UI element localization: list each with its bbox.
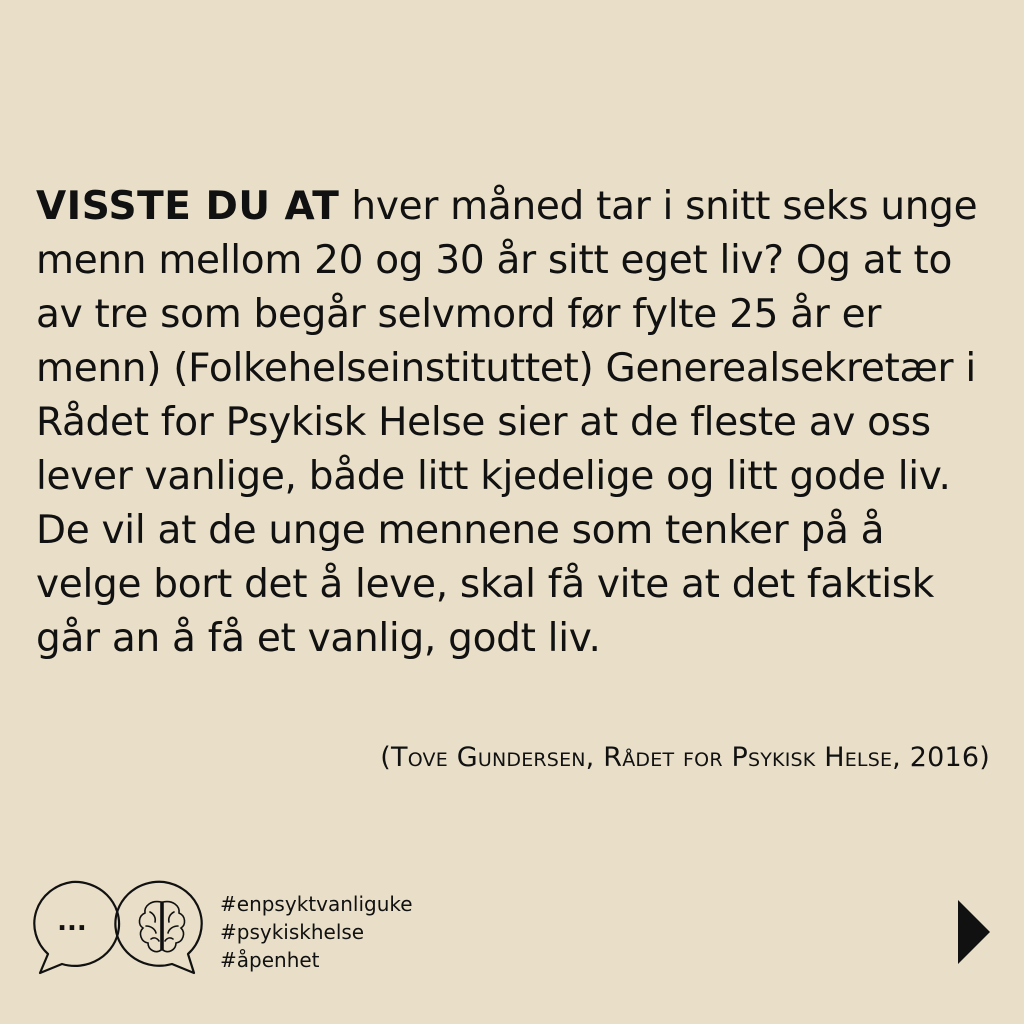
body-paragraph: hver måned tar i snitt seks unge menn mellom 20 og 30 år sitt eget liv? Og at to av tre som begår selvmord før fylte 25 år er menn) (Folkehelseinstituttet) Generealsekretær i Rådet for Psykisk Helse sier at de fleste av oss lever vanlige, både litt kjedelige og litt gode liv. De vil at de unge mennene som tenker på å velge bort det å leve, skal få vite at det faktisk går an å få et vanlig, godt liv. (36, 184, 978, 661)
hashtag-item[interactable]: #enpsyktvanliguke (220, 892, 413, 916)
next-button[interactable] (956, 898, 992, 966)
hashtag-list (220, 890, 413, 974)
citation: (Tove Gundersen, Rådet for Psykisk Helse, 2016) (380, 742, 990, 773)
brain-icon (139, 902, 184, 952)
speech-bubble-brain-icon (115, 882, 201, 973)
ellipsis-text: ... (57, 907, 87, 937)
hashtag-item[interactable]: #psykiskhelse (220, 920, 365, 944)
speech-bubble-ellipsis-icon (34, 882, 119, 973)
play-arrow-icon (956, 898, 992, 966)
logo (26, 878, 222, 978)
logo-svg (26, 878, 222, 978)
lead-heading: VISSTE DU AT (36, 184, 340, 229)
main-quote-text (36, 180, 996, 666)
hashtag-item[interactable]: #åpenhet (220, 948, 320, 972)
